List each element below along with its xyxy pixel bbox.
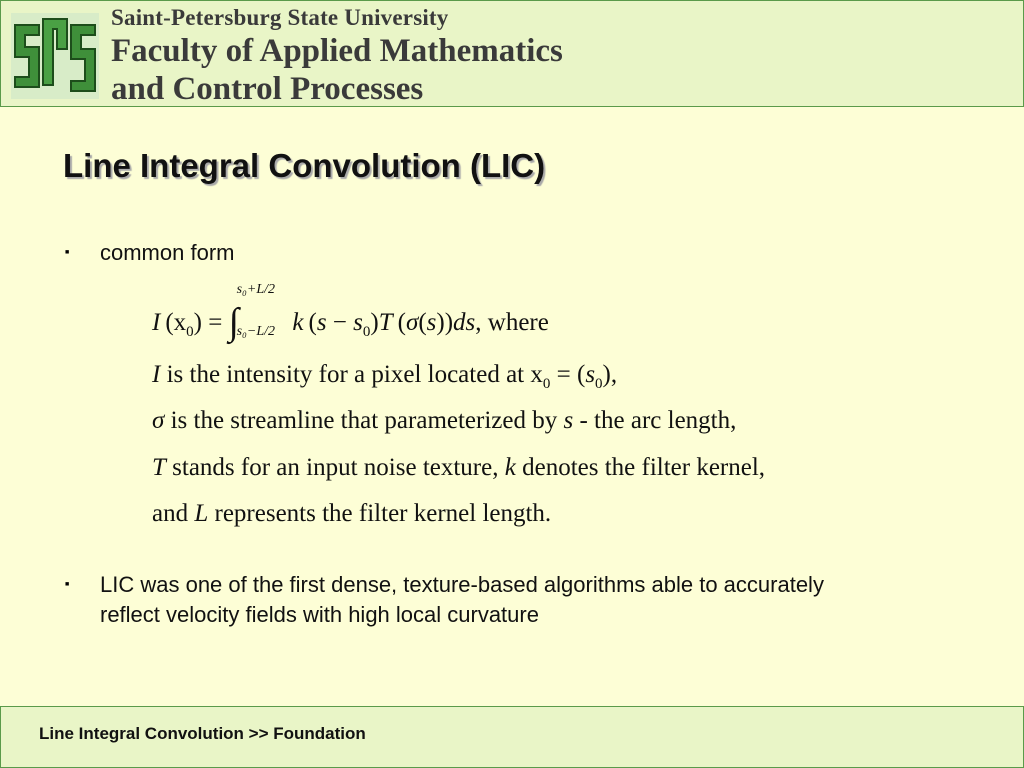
slide-title: Line Integral Convolution (LIC) (63, 147, 546, 184)
explanation-arc-length: - the arc length, (579, 407, 737, 434)
bullet-square-icon: ■ (65, 581, 70, 588)
explanation-intensity: is the intensity for a pixel located at (166, 361, 525, 388)
university-name: Saint-Petersburg State University (111, 5, 449, 30)
explanation-line-3: T stands for an input noise texture, k denotes the filter kernel, (152, 454, 766, 481)
integral-upper-limit: s₀+L/2 (236, 282, 276, 297)
explanation-line-1: I is the intensity for a pixel located at $x_0 = (s_0)$, (152, 361, 618, 392)
explanation-line-2: σ is the streamline that parameterized by s - the arc length, (152, 407, 737, 434)
footer-banner (0, 706, 1024, 768)
bullet-lic-line-1: LIC was one of the first dense, texture-based algorithms able to accurately (100, 572, 824, 597)
explanation-line-4: and L represents the filter kernel length. (152, 500, 552, 527)
formula-where: where (487, 309, 549, 336)
university-logo-icon (9, 11, 101, 101)
bullet-common-form: common form (100, 240, 235, 265)
explanation-and: and (152, 500, 189, 527)
bullet-square-icon: ■ (65, 249, 70, 256)
explanation-length: represents the filter kernel length. (214, 500, 552, 527)
faculty-name-line-1: Faculty of Applied Mathematics (111, 33, 563, 69)
explanation-kernel: denotes the filter kernel, (522, 454, 766, 481)
integral-lower-limit: s₀−L/2 (236, 324, 276, 339)
bullet-lic-line-2: reflect velocity fields with high local curvature (100, 602, 539, 627)
header-banner (0, 0, 1024, 107)
faculty-name-line-2: and Control Processes (111, 71, 424, 107)
lic-formula: I $(x_0)$ = ∫ s₀+L/2 s₀−L/2 k $(s - s_0)T$ (σ(s))ds, where (152, 282, 549, 343)
footer-breadcrumb: Line Integral Convolution >> Foundation (39, 724, 366, 743)
explanation-streamline: is the streamline that parameterized by (170, 407, 558, 434)
explanation-noise: stands for an input noise texture, (172, 454, 499, 481)
